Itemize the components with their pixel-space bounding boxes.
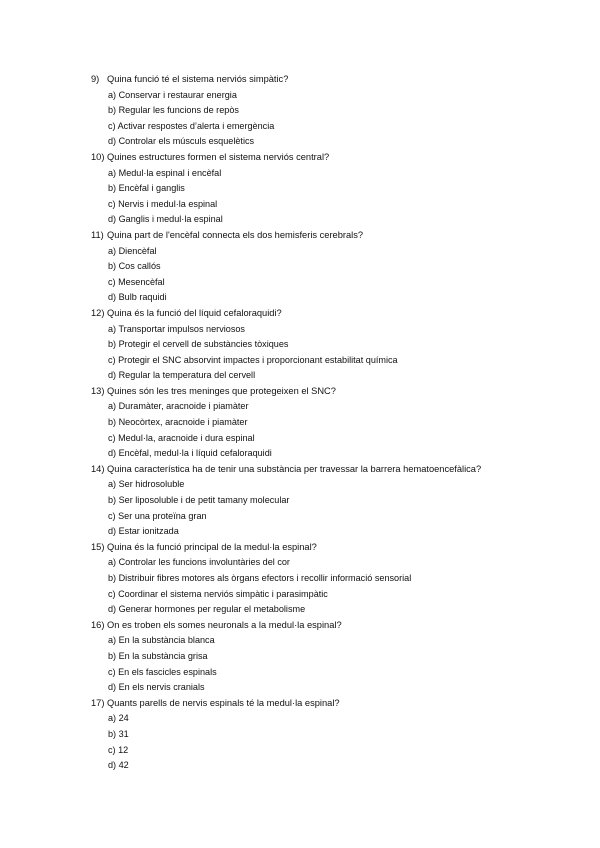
- question-line: [91, 306, 591, 322]
- option-d: d) Bulb raquidi: [108, 292, 167, 303]
- question-line: [91, 150, 591, 166]
- question-number: 9): [91, 74, 100, 84]
- option-list: [91, 88, 591, 150]
- question-line: [91, 72, 591, 88]
- option-list: [91, 322, 591, 384]
- option-a: a) Controlar les funcions involuntàries del cor: [108, 557, 290, 568]
- question-10: [91, 150, 591, 228]
- option-d: d) Generar hormones per regular el metabolisme: [108, 604, 306, 615]
- question-12: [91, 306, 591, 384]
- option-c: c) Medul·la, aracnoide i dura espinal: [108, 432, 255, 443]
- option-b: b) Encèfal i ganglis: [108, 183, 185, 194]
- option-b: b) Distribuir fibres motores als òrgans efectors i recollir informació sensorial: [108, 573, 412, 583]
- option-list: [91, 477, 591, 539]
- option-b: b) 31: [108, 728, 129, 739]
- question-line: [91, 462, 591, 478]
- option-d: d) Regular la temperatura del cervell: [108, 370, 256, 381]
- option-b: b) Neocòrtex, aracnoide i piamàter: [108, 417, 248, 428]
- question-text: Quina és la funció del líquid cefaloraquidi?: [107, 307, 282, 318]
- option-a: a) En la substància blanca: [108, 635, 215, 646]
- option-a: a) Transportar impulsos nerviosos: [108, 323, 245, 334]
- question-number: 15): [91, 541, 105, 552]
- question-line: [91, 540, 591, 556]
- question-text: Quines són les tres meninges que protegeixen el SNC?: [107, 385, 336, 396]
- option-c: c) Ser una proteïna gran: [108, 510, 207, 521]
- question-16: [91, 618, 591, 696]
- question-13: [91, 384, 591, 462]
- option-c: c) Nervis i medul·la espinal: [108, 198, 218, 209]
- question-17: [91, 696, 591, 774]
- option-a: a) Diencèfal: [108, 245, 157, 256]
- question-line: [91, 696, 591, 712]
- question-number: 16): [91, 619, 105, 630]
- option-a: a) Ser hidrosoluble: [108, 479, 185, 490]
- option-d: d) Estar ionitzada: [108, 526, 179, 537]
- option-c: c) En els fascicles espinals: [108, 666, 217, 677]
- option-b: b) Cos callós: [108, 261, 161, 272]
- question-number: 14): [91, 463, 105, 474]
- option-c: c) 12: [108, 744, 129, 755]
- question-number: 17): [91, 697, 105, 708]
- question-9: [91, 72, 591, 150]
- option-d: d) 42: [108, 760, 129, 771]
- question-text: On es troben els somes neuronals a la medul·la espinal?: [107, 619, 342, 630]
- question-text: Quina és la funció principal de la medul·la espinal?: [107, 541, 317, 552]
- option-d: d) Controlar els músculs esquelètics: [108, 136, 255, 147]
- option-c: c) Mesencèfal: [108, 276, 165, 287]
- question-text: Quina funció té el sistema nerviós simpàtic?: [107, 74, 289, 84]
- question-11: [91, 228, 591, 306]
- option-list: [91, 555, 591, 617]
- option-a: a) 24: [108, 713, 129, 724]
- option-d: d) En els nervis cranials: [108, 682, 205, 693]
- option-a: a) Medul·la espinal i encèfal: [108, 167, 222, 178]
- question-number: 10): [91, 151, 105, 162]
- option-list: [91, 633, 591, 695]
- question-text: Quines estructures formen el sistema nerviós central?: [107, 151, 330, 162]
- question-line: [91, 384, 591, 400]
- option-list: [91, 399, 591, 461]
- question-number: 11): [91, 229, 104, 240]
- question-number: 12): [91, 307, 105, 318]
- option-b: b) Regular les funcions de repòs: [108, 105, 239, 116]
- option-a: a) Duramàter, aracnoide i piamàter: [108, 401, 249, 412]
- option-c: c) Activar respostes d’alerta i emergència: [108, 120, 275, 131]
- question-text: Quants parells de nervis espinals té la medul·la espinal?: [107, 697, 340, 708]
- option-list: [91, 244, 591, 306]
- question-text: Quina característica ha de tenir una substància per travessar la barrera hematoencefàlica?: [107, 463, 482, 474]
- option-list: [91, 711, 591, 773]
- option-b: b) En la substància grisa: [108, 650, 208, 661]
- option-b: b) Protegir el cervell de substàncies tòxiques: [108, 339, 289, 350]
- option-list: [91, 166, 591, 228]
- option-a: a) Conservar i restaurar energia: [108, 89, 237, 100]
- option-c: c) Coordinar el sistema nerviós simpàtic i parasimpàtic: [108, 588, 328, 599]
- question-line: [91, 618, 591, 634]
- question-14: [91, 462, 591, 540]
- option-b: b) Ser liposoluble i de petit tamany molecular: [108, 495, 290, 506]
- question-text: Quina part de l'encèfal connecta els dos hemisferis cerebrals?: [107, 229, 364, 240]
- option-d: d) Encèfal, medul·la i líquid cefaloraquidi: [108, 448, 272, 459]
- option-d: d) Ganglis i medul·la espinal: [108, 214, 223, 225]
- question-list: [91, 72, 591, 774]
- option-c: c) Protegir el SNC absorvint impactes i proporcionant estabilitat química: [108, 354, 398, 365]
- question-number: 13): [91, 385, 105, 396]
- question-15: [91, 540, 591, 618]
- question-line: [91, 228, 591, 244]
